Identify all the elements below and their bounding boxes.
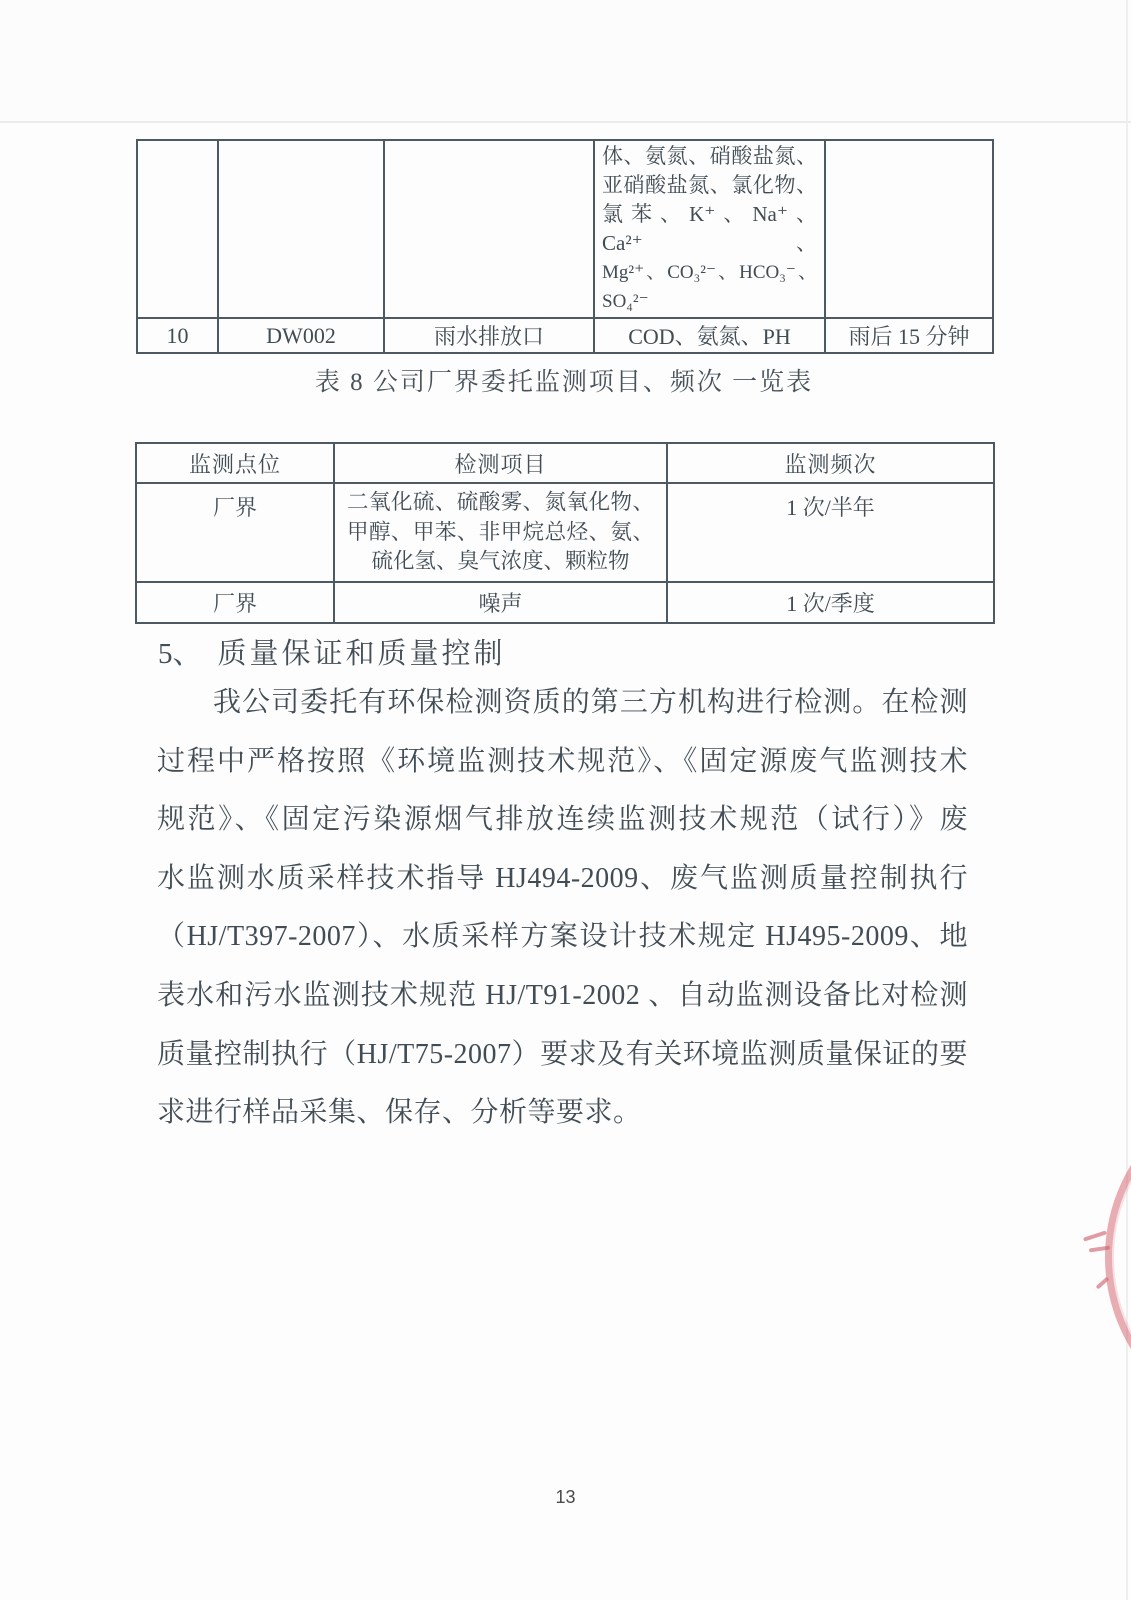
table-header-row [136, 443, 994, 483]
header-frequency: 监测频次 [667, 443, 994, 483]
cell-empty [218, 140, 384, 318]
cell-monitor-point: 厂界 [136, 483, 334, 582]
cell-analysis-items [594, 140, 825, 318]
scan-edge-artifact [0, 0, 1131, 123]
cell-analysis-items: COD、氨氮、PH [594, 318, 825, 353]
header-test-items: 检测项目 [334, 443, 667, 483]
paragraph-line: 规范》、《固定污染源烟气排放连续监测技术规范（试行）》废 [157, 804, 968, 836]
test-items-line: 二氧化硫、硫酸雾、氮氧化物、 [347, 490, 654, 514]
table-boundary-monitoring [135, 442, 995, 624]
header-monitor-point: 监测点位 [136, 443, 334, 483]
paragraph-line: （HJ/T397-2007）、水质采样方案设计技术规定 HJ495-2009、地 [157, 921, 968, 953]
table-row-boundary-noise [136, 582, 994, 623]
section-heading [158, 631, 506, 672]
paragraph-line: 我公司委托有环保检测资质的第三方机构进行检测。在检测 [213, 687, 968, 718]
analysis-items-line: 亚硝酸盐氮、氯化物、 [602, 173, 817, 197]
red-seal-mark [1083, 1230, 1107, 1241]
cell-frequency: 1 次/半年 [667, 483, 994, 582]
analysis-items-line: 氯苯、K⁺、Na⁺、Ca²⁺、 [602, 202, 817, 255]
cell-empty [384, 140, 594, 318]
cell-outlet-code: DW002 [218, 318, 384, 353]
test-items-line: 甲醇、甲苯、非甲烷总烃、氨、 [347, 519, 654, 544]
table-monitoring-points-continued [136, 139, 994, 354]
table-row-boundary-air [136, 483, 994, 582]
table8-caption: 表 8 公司厂界委托监测项目、频次 一览表 [314, 369, 814, 396]
cell-index: 10 [137, 318, 218, 353]
paragraph-line: 表水和污水监测技术规范 HJ/T91-2002 、自动监测设备比对检测 [157, 979, 968, 1011]
table-row-10 [137, 318, 993, 353]
cell-monitor-point: 厂界 [136, 582, 334, 623]
cell-empty [137, 140, 218, 318]
cell-empty [825, 140, 993, 318]
paragraph-line: 求进行样品采集、保存、分析等要求。 [157, 1097, 642, 1129]
test-items-line: 硫化氢、臭气浓度、颗粒物 [371, 549, 630, 573]
scan-edge-line [1126, 0, 1128, 1600]
cell-frequency: 雨后 15 分钟 [825, 318, 993, 353]
paragraph-line: 过程中严格按照《环境监测技术规范》、《固定源废气监测技术 [157, 745, 968, 777]
page-number: 13 [555, 1487, 576, 1507]
cell-frequency: 1 次/季度 [667, 582, 994, 623]
section-title: 质量保证和质量控制 [217, 638, 506, 670]
analysis-items-line: Mg²⁺、CO₃²⁻、HCO₃⁻、SO₄²⁻ [602, 262, 817, 312]
section-number: 5、 [158, 638, 202, 670]
cell-outlet-name: 雨水排放口 [384, 318, 594, 353]
cell-test-items: 噪声 [334, 582, 667, 623]
paragraph-quality-assurance [157, 674, 968, 1143]
paragraph-line: 水监测水质采样技术指导 HJ494-2009、废气监测质量控制执行 [157, 862, 968, 894]
cell-test-items [334, 483, 667, 582]
table-row-continuation [137, 140, 993, 318]
paragraph-line: 质量控制执行（HJ/T75-2007）要求及有关环境监测质量保证的要 [157, 1038, 968, 1070]
analysis-items-line: 体、氨氮、硝酸盐氮、 [602, 144, 817, 168]
